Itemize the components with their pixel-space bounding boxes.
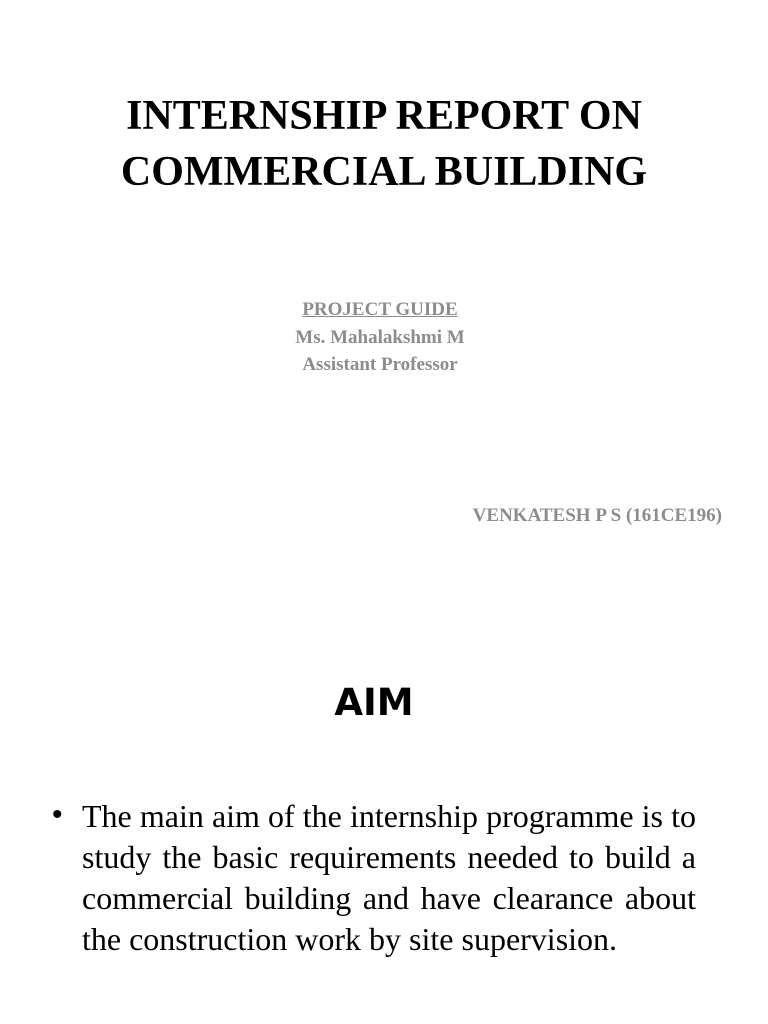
report-title-line-1: INTERNSHIP REPORT ON (126, 93, 642, 139)
project-guide-name: Ms. Mahalakshmi M (295, 327, 465, 348)
aim-bullet-list (52, 796, 696, 960)
student-name: VENKATESH P S (161CE196) (472, 505, 722, 526)
project-guide-role: Assistant Professor (302, 354, 458, 375)
aim-bullet-item (52, 796, 696, 960)
bullet-icon: • (52, 798, 63, 831)
aim-slide (0, 640, 768, 1024)
report-title-line-2: COMMERCIAL BUILDING (120, 149, 648, 195)
aim-heading: AIM (334, 681, 414, 724)
project-guide-heading: PROJECT GUIDE (302, 299, 458, 320)
aim-bullet-text: The main aim of the internship programme is to study the basic requirements needed to build a commercial building and have clearance about the construction work by site supervision. (82, 798, 696, 957)
